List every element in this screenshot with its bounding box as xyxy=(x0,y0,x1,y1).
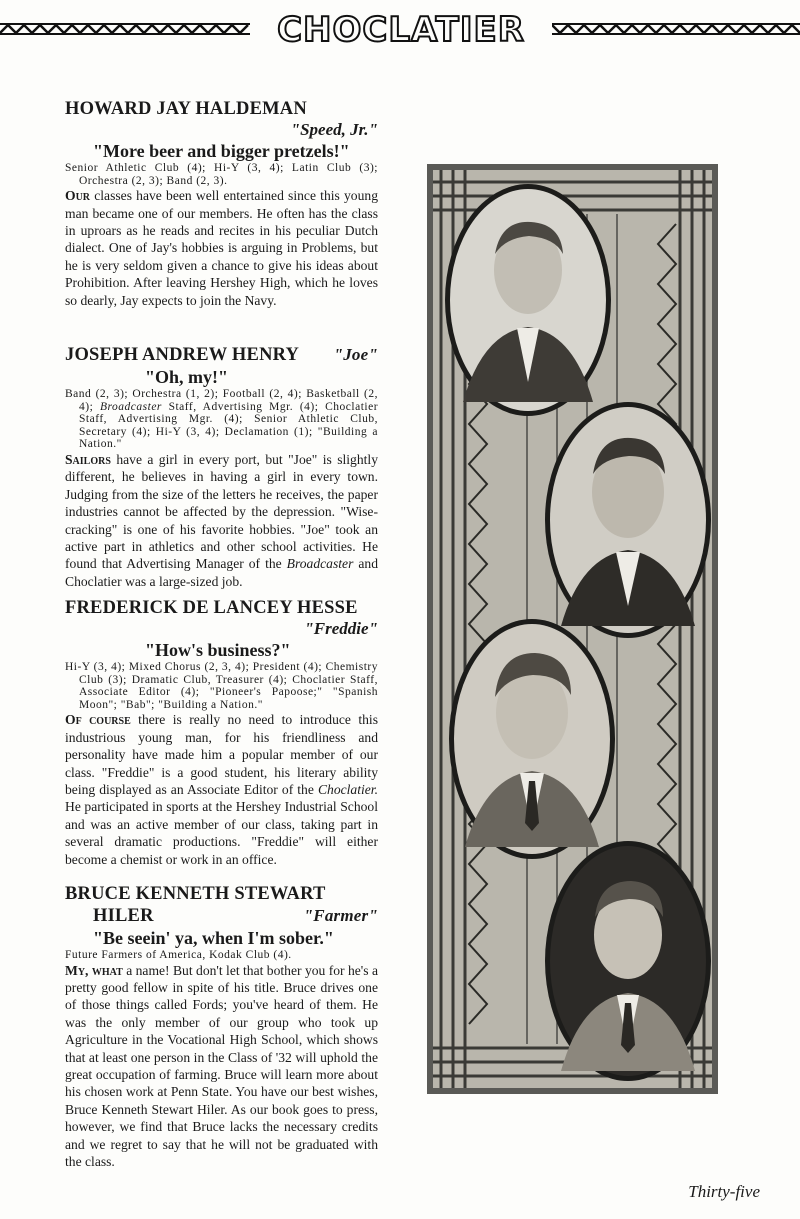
entry-hesse xyxy=(65,597,378,868)
student-biography: Of course there is really no need to introduce this industrious young man, for his friendliness and personality have made him a popular member of our class. "Freddie" is a good student, his literary ability being displayed as an Associate Editor of the Choclatier. He participated in sports at the Hershey Industrial School and was an active member of our class, taking part in several dramatic productions. "Freddie" will either become a chemist or work in an office. xyxy=(65,712,378,867)
student-activities: Senior Athletic Club (4); Hi-Y (3, 4); Latin Club (3); Orchestra (2, 3); Band (2, 3). xyxy=(65,162,378,187)
page-number: Thirty-five xyxy=(688,1182,760,1201)
student-activities: Hi-Y (3, 4); Mixed Chorus (2, 3, 4); President (4); Chemistry Club (3); Dramatic Club, Treasurer (4); Choclatier Staff, Associate Editor (4); "Pioneer's Papoose;" "Spanish Moon"; "Bab"; "Building a Nation." xyxy=(65,661,378,711)
student-quote: "More beer and bigger pretzels!" xyxy=(93,141,350,161)
student-biography: My, what a name! But don't let that bother you for he's a pretty good fellow in spite of his title. Bruce drives one of those things called Fords; you've heard of them. He was the only member of our group who took up Agriculture in the Vocational High School, which shows that at least one person in the Class of '32 will uphold the great occupation of farming. Bruce will learn more about his chosen work at Penn State. You have our best wishes, Bruce Kenneth Stewart Hiler. As our book goes to press, however, we find that Bruce lacks the necessary credits and we regret to say that he will not be graduated with the class. xyxy=(65,962,378,1170)
portrait-photo-haldeman xyxy=(443,182,613,418)
student-name-continued: HILER "Farmer" xyxy=(93,906,378,926)
student-biography: Our classes have been well entertained since this young man became one of our members. He often has the class in uproars as he reads and recites in his peculiar Dutch dialect. One of Jay's hobbies is arguing in Problems, but he is very seldom given a chance to give his ideas about Prohibition. After leaving Hershey High, which he loves so dearly, Jay expects to join the Navy. xyxy=(65,188,378,308)
yearbook-title: CHOCLATIER xyxy=(277,10,525,50)
entry-haldeman xyxy=(65,98,378,309)
student-quote: "Be seein' ya, when I'm sober." xyxy=(93,928,334,948)
student-name: JOSEPH ANDREW HENRY "Joe" xyxy=(65,345,378,365)
zigzag-ornament-left xyxy=(0,23,250,35)
student-nickname: "Speed, Jr." xyxy=(290,120,378,139)
student-name: BRUCE KENNETH STEWART xyxy=(65,884,326,904)
student-nickname: "Freddie" xyxy=(304,619,378,638)
student-nickname: "Joe" xyxy=(333,345,378,364)
student-quote: "Oh, my!" xyxy=(145,367,228,387)
student-name: FREDERICK DE LANCEY HESSE xyxy=(65,598,358,618)
portrait-photo-hesse xyxy=(447,617,617,861)
entry-henry xyxy=(65,344,378,590)
student-quote: "How's business?" xyxy=(145,640,291,660)
student-name: HOWARD JAY HALDEMAN xyxy=(65,99,307,119)
student-activities: Future Farmers of America, Kodak Club (4). xyxy=(65,949,292,961)
student-biography: Sailors have a girl in every port, but "Joe" is slightly different, he believes in having a girl in every town. Judging from the size of the letters he receives, the paper industries cannot be affected by the depression. "Wise-cracking" is one of his favorite hobbies. "Joe" took an active part in athletics and other school activities. He found that Advertising Manager of the Broadcaster and Choclatier was a large-sized job. xyxy=(65,451,378,589)
portrait-photo-hiler xyxy=(543,839,713,1083)
student-nickname: "Farmer" xyxy=(303,906,378,925)
zigzag-ornament-right xyxy=(552,23,800,35)
student-activities: Band (2, 3); Orchestra (1, 2); Football (2, 4); Basketball (2, 4); Broadcaster Staff, Advertising Mgr. (4); Choclatier Staff, Advertising Mgr. (4); Senior Athletic Club, Secretary (4); Hi-Y (3, 4); Declamation (1); "Building a Nation." xyxy=(65,388,379,451)
header-banner xyxy=(0,10,800,50)
portrait-panel xyxy=(427,164,718,1094)
entry-hiler xyxy=(65,883,378,1170)
portrait-photo-henry xyxy=(543,400,713,640)
